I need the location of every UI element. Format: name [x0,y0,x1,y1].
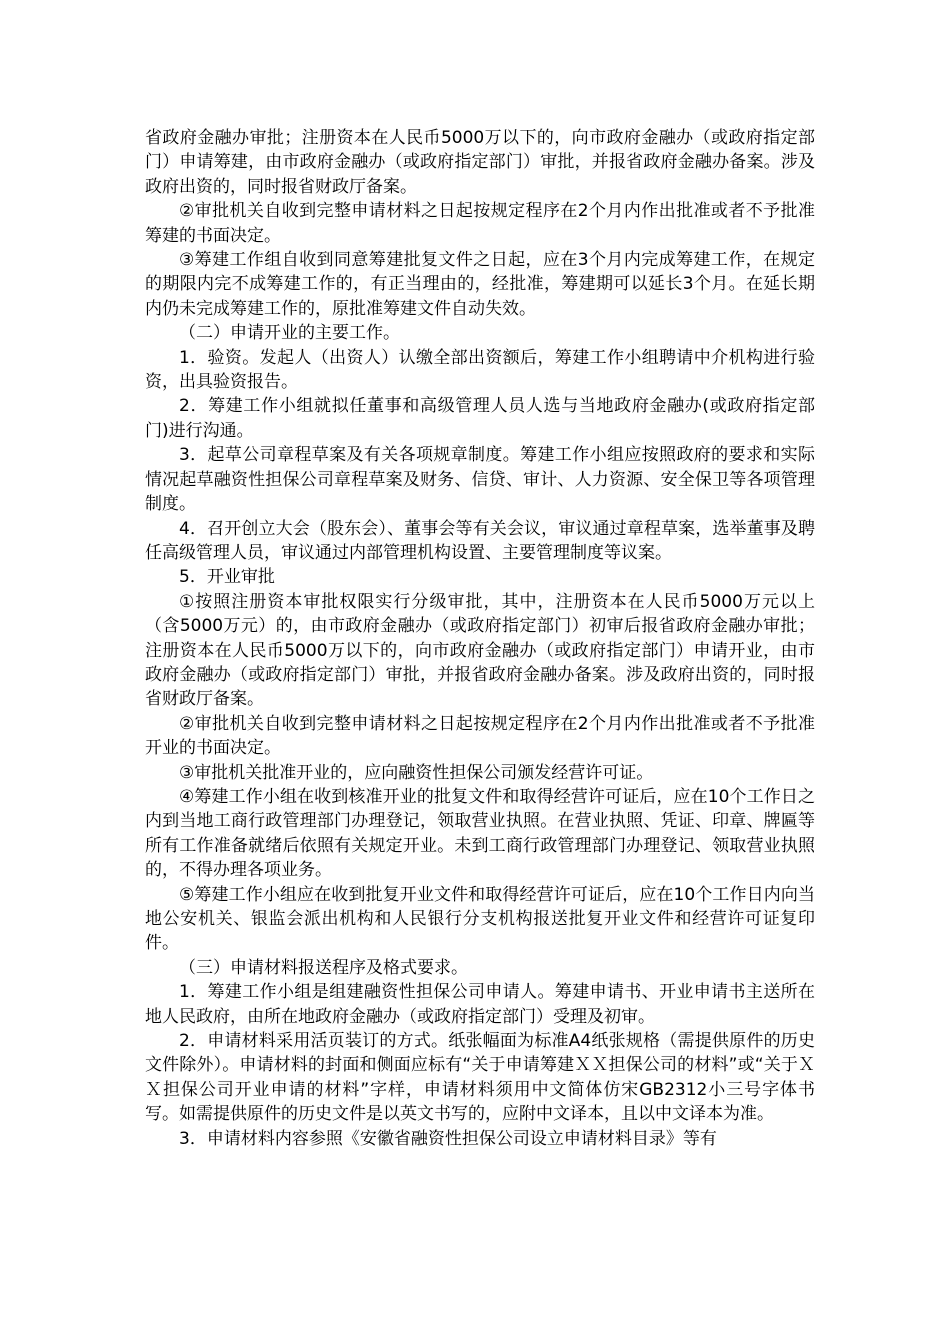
paragraph: 1．筹建工作小组是组建融资性担保公司申请人。筹建申请书、开业申请书主送所在地人民政府，由所在地政府金融办（或政府指定部门）受理及初审。 [145,982,815,1027]
section-heading: （三）申请材料报送程序及格式要求。 [179,957,468,978]
paragraph: 2．筹建工作小组就拟任董事和高级管理人员人选与当地政府金融办(或政府指定部门)进行沟通。 [145,396,815,441]
section-heading: （二）申请开业的主要工作。 [179,323,400,344]
paragraph: ①按照注册资本审批权限实行分级审批，其中，注册资本在人民币5000万元以上（含5000万元）的，由市政府金融办（或政府指定部门）初审后报省政府金融办审批；注册资本在人民币5000万以下的，向市政府金融办（或政府指定部门）申请开业，由市政府金融办（或政府指定部门）审批，并报省政府金融办备案。涉及政府出资的，同时报省财政厅备案。 [145,591,815,710]
paragraph: 3．申请材料内容参照《安徽省融资性担保公司设立申请材料目录》等有 [179,1128,717,1149]
paragraph: ④筹建工作小组在收到核准开业的批复文件和取得经营许可证后，应在10个工作日之内到当地工商行政管理部门办理登记，领取营业执照。在营业执照、凭证、印章、牌匾等所有工作准备就绪后依照有关规定开业。未到工商行政管理部门办理登记、领取营业执照的，不得办理各项业务。 [145,786,815,881]
paragraph: ③审批机关批准开业的，应向融资性担保公司颁发经营许可证。 [179,762,654,783]
paragraph: 2．申请材料采用活页装订的方式。纸张幅面为标准A4纸张规格（需提供原件的历史文件除外）。申请材料的封面和侧面应标有“关于申请筹建ＸＸ担保公司的材料”或“关于ＸＸ担保公司开业申请的材料”字样，申请材料须用中文简体仿宋GB2312小三号字体书写。如需提供原件的历史文件是以英文书写的，应附中文译本，且以中文译本为准。 [145,1031,815,1125]
paragraph: ③筹建工作组自收到同意筹建批复文件之日起，应在3个月内完成筹建工作，在规定的期限内完不成筹建工作的，有正当理由的，经批准，筹建期可以延长3个月。在延长期内仍未完成筹建工作的，原批准筹建文件自动失效。 [145,250,815,319]
paragraph: 省政府金融办审批；注册资本在人民币5000万以下的，向市政府金融办（或政府指定部门）申请筹建，由市政府金融办（或政府指定部门）审批，并报省政府金融办备案。涉及政府出资的，同时报省财政厅备案。 [145,128,815,197]
paragraph: ②审批机关自收到完整申请材料之日起按规定程序在2个月内作出批准或者不予批准筹建的书面决定。 [145,201,815,246]
paragraph: 1．验资。发起人（出资人）认缴全部出资额后，筹建工作小组聘请中介机构进行验资，出具验资报告。 [145,347,815,393]
paragraph: ②审批机关自收到完整申请材料之日起按规定程序在2个月内作出批准或者不予批准开业的书面决定。 [145,713,815,759]
paragraph: 4．召开创立大会（股东会）、董事会等有关会议，审议通过章程草案，选举董事及聘任高级管理人员，审议通过内部管理机构设置、主要管理制度等议案。 [145,518,815,563]
subsection-heading: 5．开业审批 [179,567,275,588]
paragraph: 3．起草公司章程草案及有关各项规章制度。筹建工作小组应按照政府的要求和实际情况起草融资性担保公司章程草案及财务、信贷、审计、人力资源、安全保卫等各项管理制度。 [145,445,815,515]
document-page [145,126,815,1151]
paragraph: ⑤筹建工作小组应在收到批复开业文件和取得经营许可证后，应在10个工作日内向当地公安机关、银监会派出机构和人民银行分支机构报送批复开业文件和经营许可证复印件。 [145,884,815,954]
